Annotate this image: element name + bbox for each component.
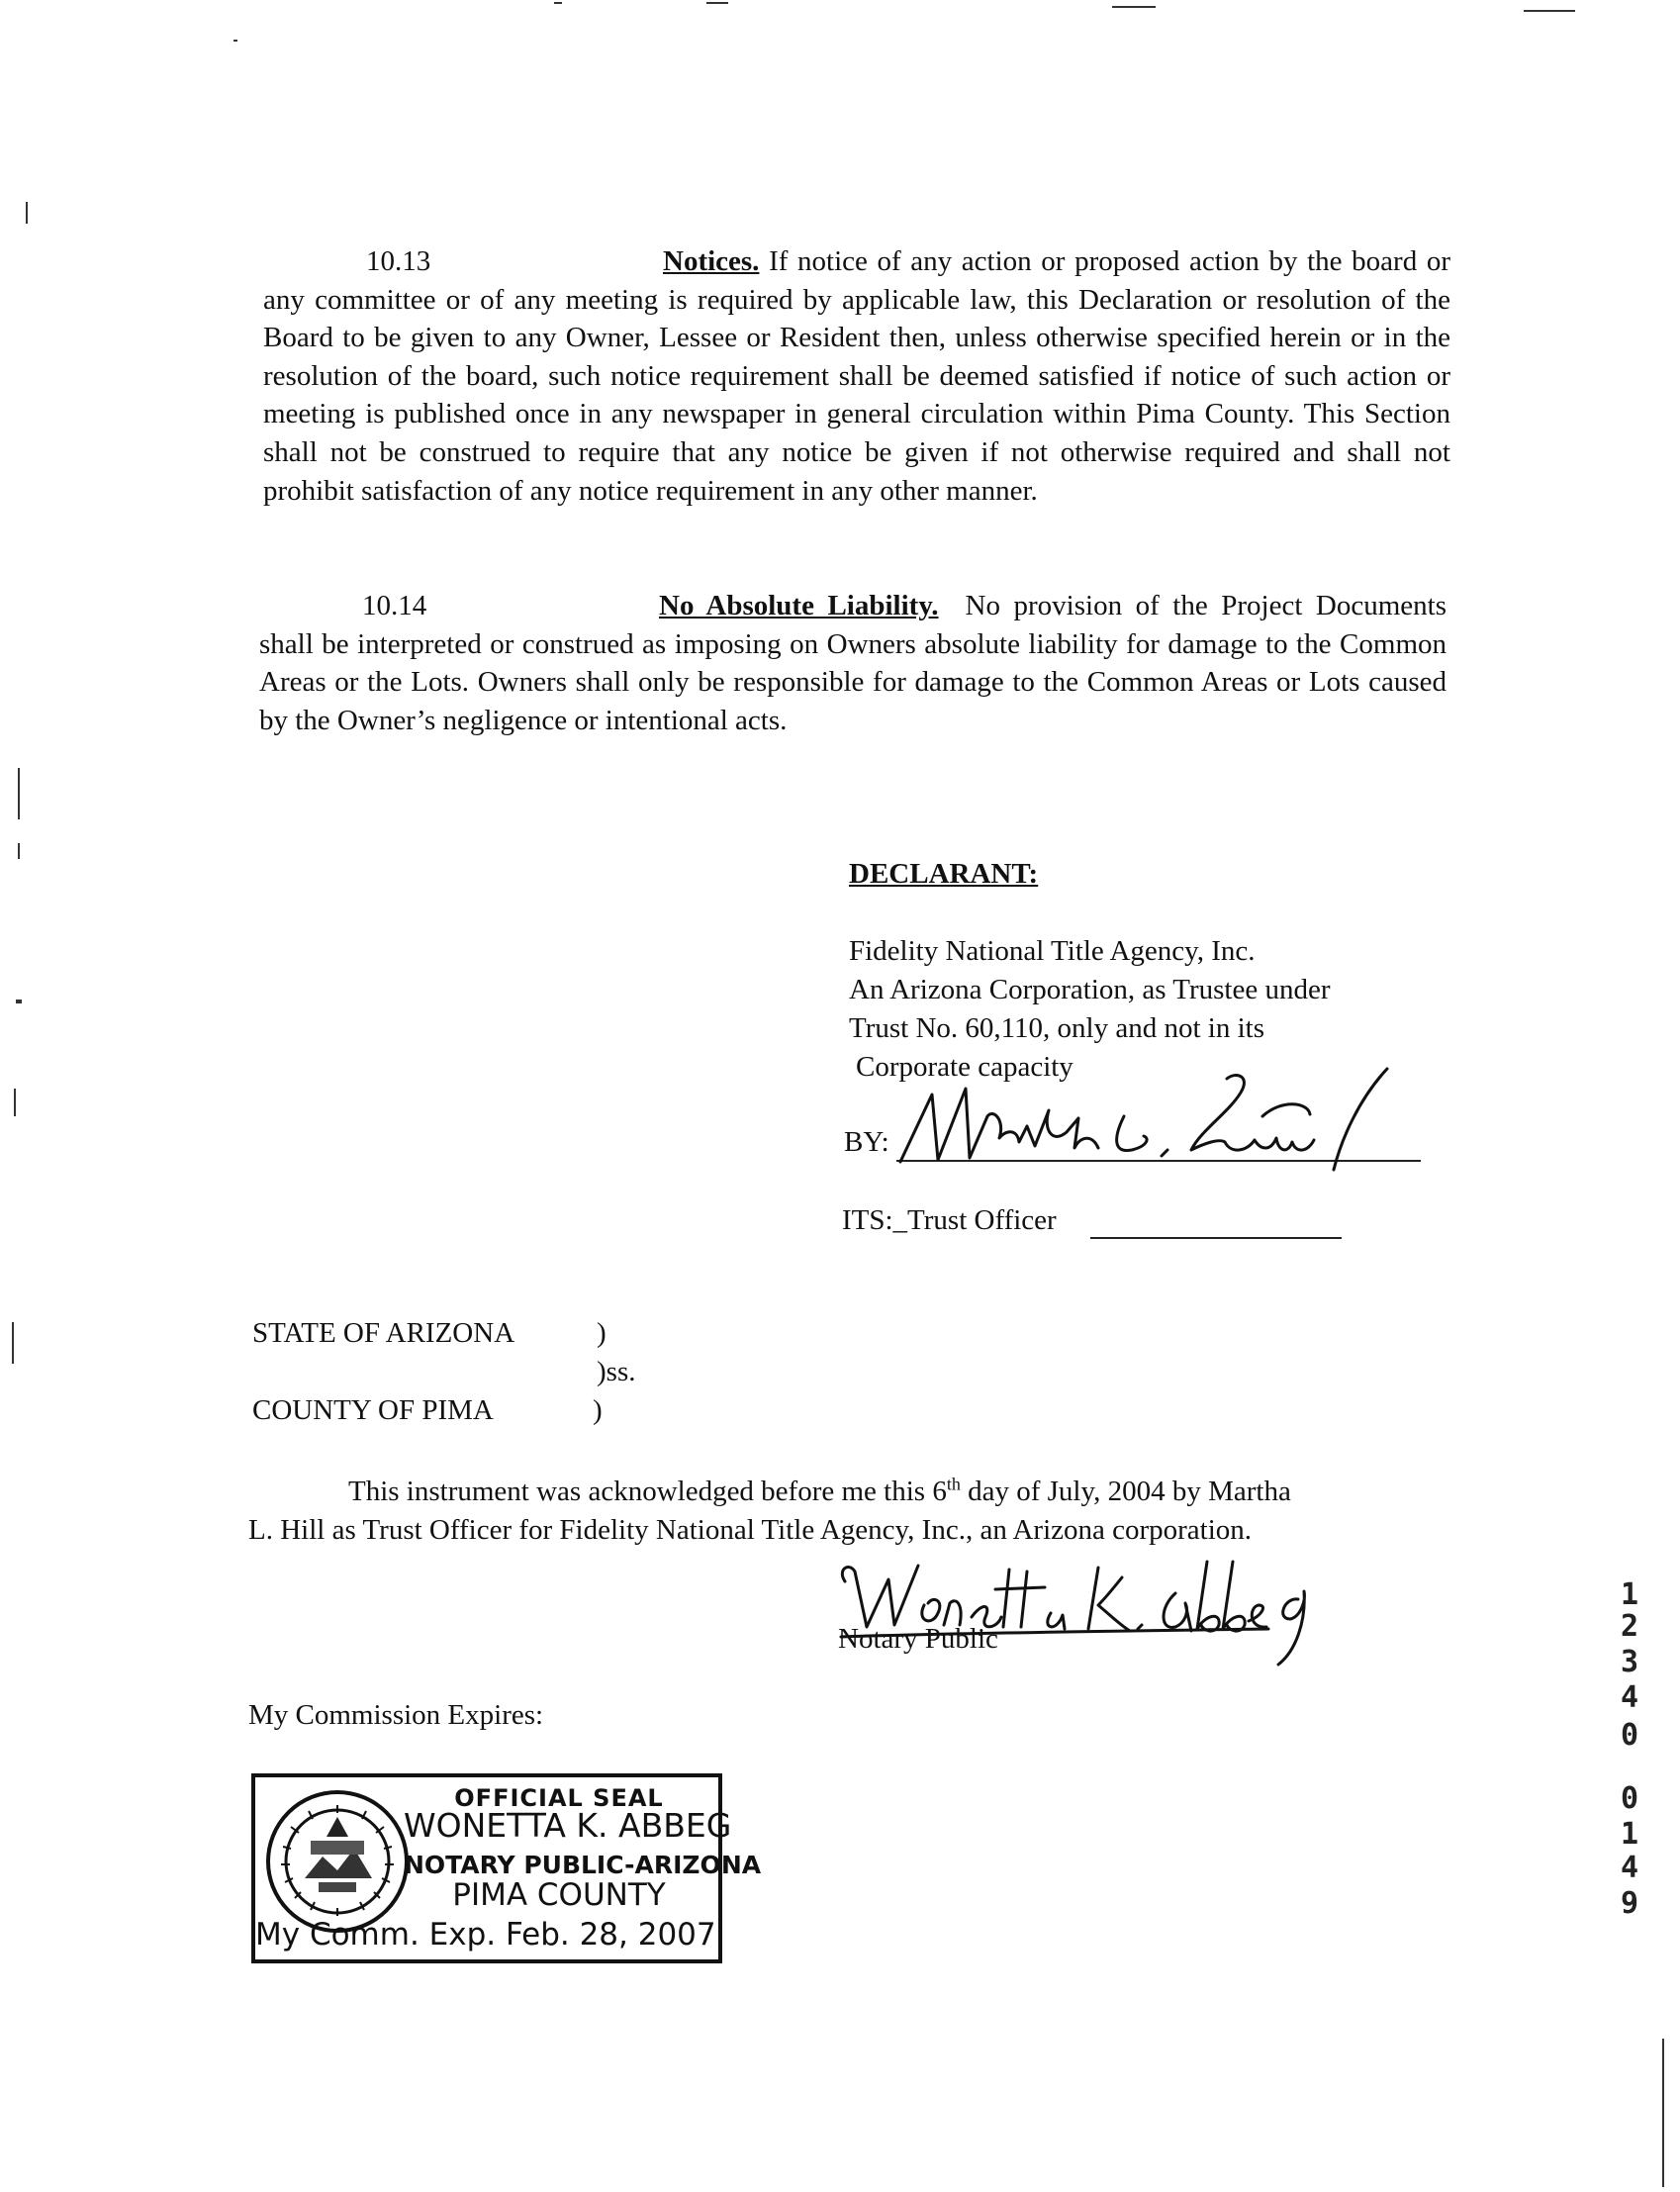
scan-mark (1662, 2039, 1664, 2187)
recording-digit: 1 (1620, 1577, 1639, 1612)
its-line (1090, 1237, 1342, 1239)
seal-title: OFFICIAL SEAL (454, 1784, 664, 1812)
declarant-line: Fidelity National Title Agency, Inc. (849, 935, 1256, 967)
notary-seal (251, 1773, 762, 1963)
scan-mark (554, 2, 562, 4)
seal-notary-name: WONETTA K. ABBEG (404, 1806, 732, 1845)
scan-mark (14, 1089, 16, 1116)
notary-public-label: Notary Public (838, 1623, 998, 1655)
its-label: ITS:_Trust Officer (842, 1204, 1057, 1236)
section-number: 10.14 (362, 590, 427, 621)
section-10-13 (263, 242, 1450, 510)
seal-notary-public: NOTARY PUBLIC-ARIZONA (404, 1851, 762, 1879)
scan-mark (26, 202, 28, 224)
recording-digit: 0 (1620, 1718, 1639, 1753)
commission-expires-label: My Commission Expires: (248, 1699, 544, 1731)
recording-digit: 9 (1620, 1886, 1639, 1921)
recording-digit: 0 (1620, 1781, 1639, 1816)
trustee-signature (894, 1059, 1437, 1178)
recording-digit: 3 (1620, 1645, 1639, 1679)
declarant-heading: DECLARANT: (849, 858, 1039, 890)
acknowledgment-line-1: This instrument was acknowledged before me this 6th day of July, 2004 by Martha (348, 1474, 1291, 1507)
declarant-line: Trust No. 60,110, only and not in its (849, 1012, 1265, 1044)
section-heading: Notices. (663, 245, 760, 277)
section-10-14 (259, 587, 1447, 739)
recording-digit: 2 (1620, 1609, 1639, 1644)
scan-mark (1112, 6, 1156, 8)
recording-digit: 4 (1620, 1851, 1639, 1885)
section-number: 10.13 (366, 245, 431, 277)
scan-mark (12, 1322, 14, 1364)
declarant-line: An Arizona Corporation, as Trustee under (849, 974, 1331, 1005)
venue-paren: ) (597, 1317, 607, 1349)
seal-county: PIMA COUNTY (452, 1877, 666, 1913)
state-label: STATE OF ARIZONA (252, 1317, 515, 1349)
recording-digit: 1 (1620, 1817, 1639, 1852)
scan-mark (18, 843, 20, 859)
scan-mark (18, 768, 20, 819)
declarant-line: Corporate capacity (856, 1051, 1073, 1083)
scan-mark (706, 2, 728, 4)
scan-mark (1524, 10, 1575, 12)
section-body: No provision of the Project Documents shall be interpreted or construed as imposing on Owners absolute liability for damage to the Common Areas or the Lots. Owners shall only be responsible for damage to the Common Areas or Lots caused by the Owner’s negligence or intentional acts. (259, 590, 1447, 736)
section-heading: No Absolute Liability. (659, 590, 939, 621)
scan-mark (233, 40, 237, 42)
ss-label: )ss. (597, 1356, 636, 1387)
arizona-seal-emblem-icon (263, 1787, 412, 1936)
seal-expiration: My Comm. Exp. Feb. 28, 2007 (255, 1917, 716, 1953)
county-label: COUNTY OF PIMA (252, 1394, 494, 1426)
section-body: If notice of any action or proposed action by the board or any committee or of any meeting is required by applicable law, this Declaration or resolution of the Board to be given to any Owner, Lessee or Resident then, unless otherwise specified herein or in the resolution of the board, such notice requirement shall be deemed satisfied if notice of such action or meeting is published once in any newspaper in general circulation within Pima County. This Section shall not be construed to require that any notice be given if not otherwise required and shall not prohibit satisfaction of any notice requirement in any other manner. (263, 245, 1450, 507)
scan-mark (16, 1000, 22, 1003)
by-label: BY: (844, 1126, 889, 1158)
venue-paren: ) (593, 1394, 603, 1426)
acknowledgment-line-2: L. Hill as Trust Officer for Fidelity National Title Agency, Inc., an Arizona corporation. (248, 1514, 1253, 1546)
recording-digit: 4 (1620, 1680, 1639, 1715)
